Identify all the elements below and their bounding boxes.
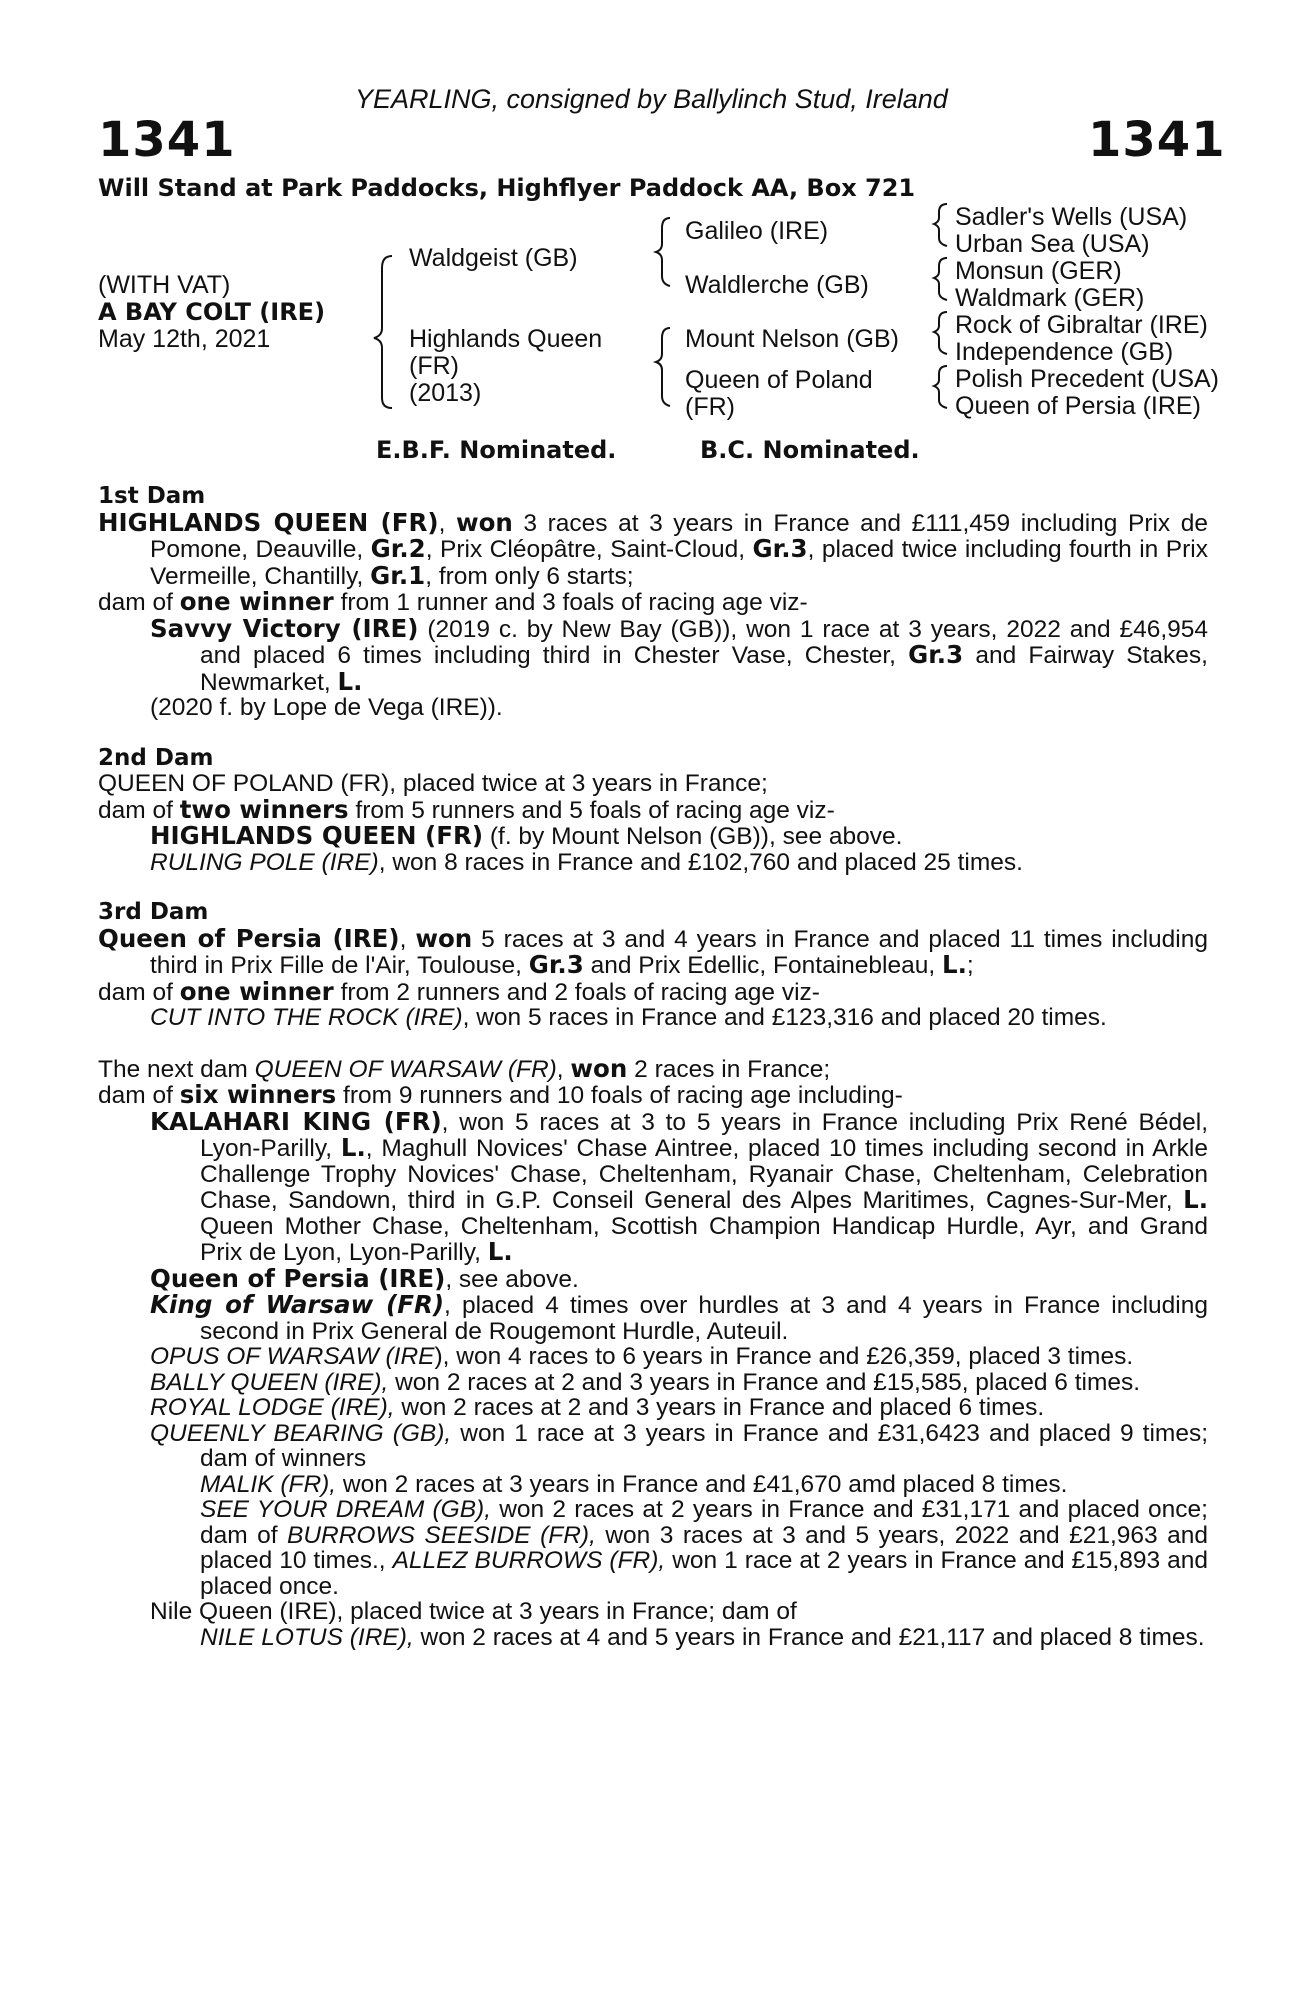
produce-item: Nile Queen (IRE), placed twice at 3 years in France; dam of <box>150 1598 797 1625</box>
pedigree-sire: Waldgeist (GB) <box>409 244 578 272</box>
pedigree-gg-3: Monsun (GER) <box>955 257 1122 285</box>
produce-subitem: SEE YOUR DREAM (GB), won 2 races at 2 years in France and £31,171 and placed once; dam of BURROWS SEESIDE (FR), won 3 races at 3 and 5 years, 2022 and £21,963 and placed 10 times., ALLEZ BURROWS (FR), won 1 race at 2 years in France and £15,893 and placed once. <box>200 1496 1208 1600</box>
produce-item: BALLY QUEEN (IRE), won 2 races at 2 and 3 years in France and £15,585, placed 6 times. <box>150 1368 1141 1396</box>
pedigree-gg-6: Independence (GB) <box>955 338 1174 366</box>
ebf-nominated: E.B.F. Nominated. <box>376 436 617 464</box>
foaling-date: May 12th, 2021 <box>98 325 271 353</box>
pedigree-dam-line1: Highlands Queen <box>409 325 603 353</box>
produce-item: (2020 f. by Lope de Vega (IRE)). <box>150 694 503 721</box>
next-dam-produce-summary: dam of six winners from 9 runners and 10 foals of racing age including- <box>98 1080 903 1109</box>
produce-subitem: NILE LOTUS (IRE), won 2 races at 4 and 5 years in France and £21,117 and placed 8 times. <box>200 1623 1205 1651</box>
produce-item: QUEENLY BEARING (GB), won 1 race at 3 years in France and £31,6423 and placed 9 times; dam of winners <box>150 1419 1209 1472</box>
stabling-location: Will Stand at Park Paddocks, Highflyer Paddock AA, Box 721 <box>98 174 916 202</box>
pedigree-sire-sire: Galileo (IRE) <box>685 217 829 245</box>
produce-item: King of Warsaw (FR), placed 4 times over hurdles at 3 and 4 years in France including second in Prix General de Rougemont Hurdle, Auteuil. <box>150 1290 1208 1345</box>
produce-item: OPUS OF WARSAW (IRE), won 4 races to 6 years in France and £26,359, placed 3 times. <box>150 1343 1134 1370</box>
lot-number-right: 1341 <box>1088 112 1226 168</box>
pedigree-gg-4: Waldmark (GER) <box>955 284 1145 312</box>
produce-item: RULING POLE (IRE), won 8 races in France and £102,760 and placed 25 times. <box>150 848 1023 876</box>
second-dam-heading: 2nd Dam <box>98 744 214 771</box>
horse-name: A BAY COLT (IRE) <box>98 298 326 326</box>
pedigree-gg-5: Rock of Gibraltar (IRE) <box>955 311 1208 339</box>
bc-nominated: B.C. Nominated. <box>700 436 920 464</box>
next-dam-record: The next dam QUEEN OF WARSAW (FR), won 2 races in France; <box>98 1053 831 1083</box>
second-dam-produce-summary: dam of two winners from 5 runners and 5 foals of racing age viz- <box>98 794 835 824</box>
produce-item: HIGHLANDS QUEEN (FR) (f. by Mount Nelson (GB)), see above. <box>150 821 903 850</box>
family-details <box>98 484 1208 1650</box>
produce-item: ROYAL LODGE (IRE), won 2 races at 2 and 3 years in France and placed 6 times. <box>150 1394 1045 1421</box>
first-dam-produce-summary: dam of one winner from 1 runner and 3 foals of racing age viz- <box>98 587 808 616</box>
pedigree-dam-dam-line2: (FR) <box>685 393 735 421</box>
pedigree-dam-sire: Mount Nelson (GB) <box>685 325 899 353</box>
vat-note: (WITH VAT) <box>98 271 231 299</box>
pedigree-dam-dam-line1: Queen of Poland <box>685 366 873 394</box>
first-dam-name: HIGHLANDS QUEEN (FR) <box>98 507 439 537</box>
pedigree-gg-8: Queen of Persia (IRE) <box>955 392 1201 420</box>
consignor-line: YEARLING, consigned by Ballylinch Stud, Ireland <box>355 84 948 114</box>
pedigree-gg-7: Polish Precedent (USA) <box>955 365 1220 393</box>
pedigree-gg-1: Sadler's Wells (USA) <box>955 203 1188 231</box>
second-dam-record: QUEEN OF POLAND (FR), placed twice at 3 years in France; <box>98 770 768 797</box>
produce-item: KALAHARI KING (FR), won 5 races at 3 to 5 years in France including Prix René Bédel, Lyon-Parilly, L., Maghull Novices' Chase Aintree, placed 10 times including second in Arkle Challenge Trophy Novices' Chase, Cheltenham, Ryanair Chase, Cheltenham, Celebration Chase, Sandown, third in G.P. Conseil General des Alpes Maritimes, Cagnes-Sur-Mer, L. Queen Mother Chase, Cheltenham, Scottish Champion Handicap Hurdle, Ayr, and Grand Prix de Lyon, Lyon-Parilly, L. <box>150 1106 1208 1266</box>
produce-item: Queen of Persia (IRE), see above. <box>150 1263 579 1293</box>
third-dam-heading: 3rd Dam <box>98 899 209 925</box>
third-dam-record: Queen of Persia (IRE), won 5 races at 3 and 4 years in France and placed 11 times including third in Prix Fille de l'Air, Toulouse, Gr.3 and Prix Edellic, Fontainebleau, L.; <box>98 923 1208 979</box>
pedigree-dam-year: (2013) <box>409 379 482 407</box>
pedigree-sire-dam: Waldlerche (GB) <box>685 271 869 299</box>
third-dam-produce-summary: dam of one winner from 2 runners and 2 foals of racing age viz- <box>98 976 820 1006</box>
produce-item: CUT INTO THE ROCK (IRE), won 5 races in France and £123,316 and placed 20 times. <box>150 1004 1107 1031</box>
pedigree-dam-line2: (FR) <box>409 352 459 380</box>
pedigree-gg-2: Urban Sea (USA) <box>955 230 1150 258</box>
produce-subitem: MALIK (FR), won 2 races at 3 years in France and £41,670 amd placed 8 times. <box>200 1470 1068 1498</box>
first-dam-record: HIGHLANDS QUEEN (FR), won 3 races at 3 years in France and £111,459 including Prix de Pomone, Deauville, Gr.2, Prix Cléopâtre, Saint-Cloud, Gr.3, placed twice including fourth in Prix Vermeille, Chantilly, Gr.1, from only 6 starts; <box>98 507 1208 590</box>
first-dam-heading: 1st Dam <box>98 483 206 509</box>
lot-number-left: 1341 <box>98 112 236 168</box>
produce-item: Savvy Victory (IRE) (2019 c. by New Bay (GB)), won 1 race at 3 years, 2022 and £46,954 and placed 6 times including third in Chester Vase, Chester, Gr.3 and Fairway Stakes, Newmarket, L. <box>150 613 1209 696</box>
